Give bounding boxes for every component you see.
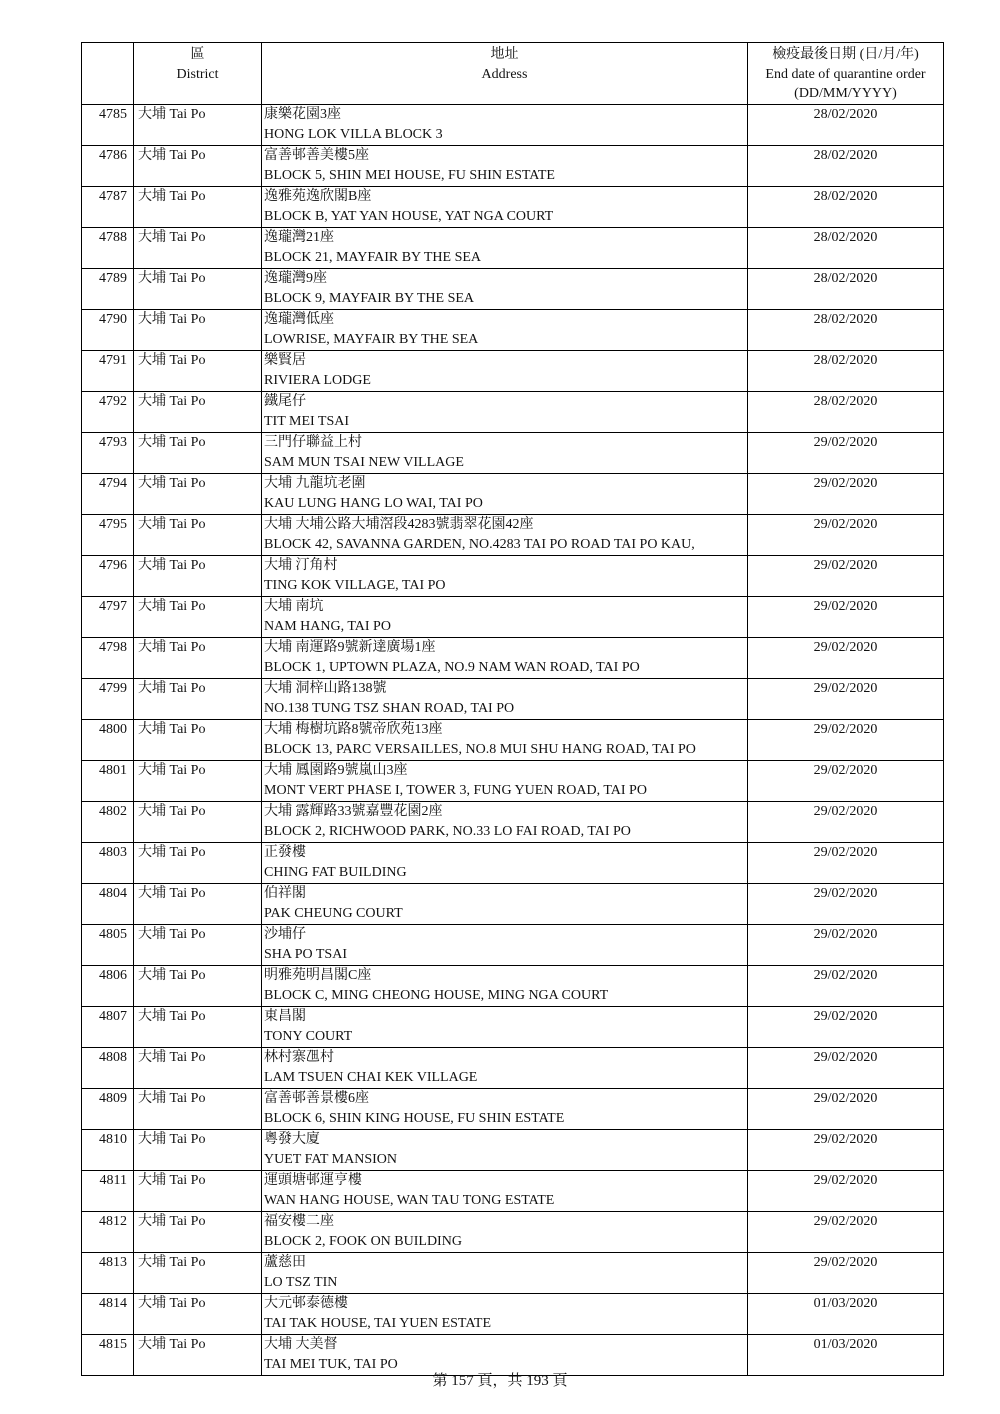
row-district: 大埔 Tai Po: [134, 1170, 262, 1211]
table-row: [82, 514, 944, 555]
page-number: 第 157 頁，共 193 頁: [432, 1373, 568, 1389]
row-number: 4794: [82, 473, 134, 514]
row-district: 大埔 Tai Po: [134, 186, 262, 227]
row-address: [262, 309, 748, 350]
table-row: [82, 473, 944, 514]
table-row: [82, 268, 944, 309]
table-row: [82, 637, 944, 678]
row-district: 大埔 Tai Po: [134, 268, 262, 309]
row-number: 4809: [82, 1088, 134, 1129]
row-address-en: PAK CHEUNG COURT: [264, 905, 403, 921]
row-address-zh: 大元邨泰德樓: [264, 1295, 348, 1311]
row-address: [262, 1088, 748, 1129]
row-address-en: CHING FAT BUILDING: [264, 864, 407, 880]
table-row: [82, 1252, 944, 1293]
table-row: [82, 1129, 944, 1170]
row-address: [262, 1129, 748, 1170]
row-address: [262, 104, 748, 145]
quarantine-address-table-container: [81, 42, 943, 1376]
header-row: [82, 43, 944, 105]
row-address-zh: 運頭塘邨運亨樓: [264, 1172, 362, 1188]
row-district: 大埔 Tai Po: [134, 1252, 262, 1293]
row-number: 4791: [82, 350, 134, 391]
table-row: [82, 227, 944, 268]
row-address: [262, 350, 748, 391]
row-address: [262, 924, 748, 965]
row-address-en: BLOCK B, YAT YAN HOUSE, YAT NGA COURT: [264, 208, 554, 224]
row-end-date: 29/02/2020: [748, 1129, 944, 1170]
header-end-date: [748, 43, 944, 105]
table-row: [82, 1170, 944, 1211]
row-address-en: NO.138 TUNG TSZ SHAN ROAD, TAI PO: [264, 700, 515, 716]
row-number: 4813: [82, 1252, 134, 1293]
row-end-date: 29/02/2020: [748, 1006, 944, 1047]
row-district: 大埔 Tai Po: [134, 1334, 262, 1375]
row-number: 4790: [82, 309, 134, 350]
row-address-zh: 富善邨善景樓6座: [264, 1090, 369, 1106]
row-district: 大埔 Tai Po: [134, 678, 262, 719]
row-address: [262, 1170, 748, 1211]
row-address: [262, 596, 748, 637]
row-address-zh: 林村寨乪村: [264, 1049, 334, 1065]
row-end-date: 29/02/2020: [748, 883, 944, 924]
row-address-en: HONG LOK VILLA BLOCK 3: [264, 126, 443, 142]
row-number: 4797: [82, 596, 134, 637]
row-address-zh: 東昌閣: [264, 1008, 306, 1024]
row-address-en: RIVIERA LODGE: [264, 372, 371, 388]
row-address-en: BLOCK 9, MAYFAIR BY THE SEA: [264, 290, 475, 306]
row-address-zh: 伯祥閣: [264, 885, 306, 901]
row-address: [262, 186, 748, 227]
row-address-zh: 逸瓏灣21座: [264, 229, 334, 245]
row-address-en: BLOCK 21, MAYFAIR BY THE SEA: [264, 249, 482, 265]
row-number: 4796: [82, 555, 134, 596]
row-address: [262, 1006, 748, 1047]
table-row: [82, 719, 944, 760]
row-number: 4808: [82, 1047, 134, 1088]
row-district: 大埔 Tai Po: [134, 391, 262, 432]
row-number: 4787: [82, 186, 134, 227]
row-number: 4801: [82, 760, 134, 801]
row-address-zh: 沙埔仔: [264, 926, 306, 942]
row-end-date: 28/02/2020: [748, 227, 944, 268]
table-row: [82, 965, 944, 1006]
row-number: 4800: [82, 719, 134, 760]
row-end-date: 29/02/2020: [748, 801, 944, 842]
row-address-en: SHA PO TSAI: [264, 946, 347, 962]
row-address: [262, 1211, 748, 1252]
row-address-en: LO TSZ TIN: [264, 1274, 338, 1290]
row-number: 4788: [82, 227, 134, 268]
row-end-date: 29/02/2020: [748, 473, 944, 514]
row-end-date: 28/02/2020: [748, 391, 944, 432]
row-end-date: 29/02/2020: [748, 1088, 944, 1129]
row-address-en: SAM MUN TSAI NEW VILLAGE: [264, 454, 464, 470]
table-row: [82, 555, 944, 596]
table-row: [82, 760, 944, 801]
row-end-date: 29/02/2020: [748, 1211, 944, 1252]
row-district: 大埔 Tai Po: [134, 965, 262, 1006]
row-address-zh: 三門仔聯益上村: [264, 434, 362, 450]
row-end-date: 29/02/2020: [748, 555, 944, 596]
header-number: [82, 43, 134, 105]
row-number: 4807: [82, 1006, 134, 1047]
row-end-date: 28/02/2020: [748, 350, 944, 391]
row-address: [262, 842, 748, 883]
row-address: [262, 391, 748, 432]
row-address-en: KAU LUNG HANG LO WAI, TAI PO: [264, 495, 483, 511]
row-address-zh: 粵發大廈: [264, 1131, 320, 1147]
table-row: [82, 432, 944, 473]
row-address-zh: 富善邨善美樓5座: [264, 147, 369, 163]
row-address-en: BLOCK 2, FOOK ON BUILDING: [264, 1233, 462, 1249]
header-address: [262, 43, 748, 105]
row-address: [262, 268, 748, 309]
table-row: [82, 842, 944, 883]
row-number: 4811: [82, 1170, 134, 1211]
row-district: 大埔 Tai Po: [134, 309, 262, 350]
row-address-zh: 大埔 九龍坑老圍: [264, 475, 366, 491]
row-address: [262, 1293, 748, 1334]
row-address-en: TING KOK VILLAGE, TAI PO: [264, 577, 446, 593]
table-header: [82, 43, 944, 105]
header-district-en: District: [176, 66, 219, 82]
row-end-date: 29/02/2020: [748, 678, 944, 719]
row-address-en: NAM HANG, TAI PO: [264, 618, 391, 634]
row-district: 大埔 Tai Po: [134, 1293, 262, 1334]
row-address-en: BLOCK C, MING CHEONG HOUSE, MING NGA COURT: [264, 987, 609, 1003]
row-district: 大埔 Tai Po: [134, 842, 262, 883]
row-end-date: 29/02/2020: [748, 1252, 944, 1293]
table-row: [82, 678, 944, 719]
header-address-zh: 地址: [490, 47, 519, 62]
row-address-en: TONY COURT: [264, 1028, 353, 1044]
table-row: [82, 104, 944, 145]
row-address: [262, 473, 748, 514]
row-end-date: 29/02/2020: [748, 596, 944, 637]
row-address-zh: 大埔 汀角村: [264, 557, 338, 573]
row-number: 4789: [82, 268, 134, 309]
row-district: 大埔 Tai Po: [134, 719, 262, 760]
row-district: 大埔 Tai Po: [134, 1129, 262, 1170]
row-address-zh: 逸雅苑逸欣閣B座: [264, 188, 372, 204]
row-end-date: 28/02/2020: [748, 104, 944, 145]
row-district: 大埔 Tai Po: [134, 227, 262, 268]
row-address-en: BLOCK 2, RICHWOOD PARK, NO.33 LO FAI ROAD, TAI PO: [264, 823, 631, 839]
row-district: 大埔 Tai Po: [134, 1047, 262, 1088]
row-number: 4812: [82, 1211, 134, 1252]
row-number: 4815: [82, 1334, 134, 1375]
row-address: [262, 678, 748, 719]
row-district: 大埔 Tai Po: [134, 924, 262, 965]
row-end-date: 29/02/2020: [748, 514, 944, 555]
row-address-en: BLOCK 42, SAVANNA GARDEN, NO.4283 TAI PO ROAD TAI PO KAU,: [264, 536, 695, 552]
table-row: [82, 801, 944, 842]
table-body: [82, 104, 944, 1375]
row-end-date: 29/02/2020: [748, 719, 944, 760]
row-district: 大埔 Tai Po: [134, 514, 262, 555]
row-address-en: WAN HANG HOUSE, WAN TAU TONG ESTATE: [264, 1192, 555, 1208]
row-address: [262, 965, 748, 1006]
row-number: 4799: [82, 678, 134, 719]
header-date-format: (DD/MM/YYYY): [794, 86, 897, 101]
header-district-zh: 區: [190, 47, 205, 62]
row-end-date: 29/02/2020: [748, 842, 944, 883]
row-address-en: YUET FAT MANSION: [264, 1151, 398, 1167]
row-number: 4786: [82, 145, 134, 186]
row-address-en: LAM TSUEN CHAI KEK VILLAGE: [264, 1069, 478, 1085]
header-date-zh: 檢疫最後日期 (日/月/年): [772, 47, 919, 62]
row-address: [262, 1047, 748, 1088]
row-district: 大埔 Tai Po: [134, 1211, 262, 1252]
row-address-en: MONT VERT PHASE I, TOWER 3, FUNG YUEN ROAD, TAI PO: [264, 782, 647, 798]
row-number: 4802: [82, 801, 134, 842]
row-number: 4793: [82, 432, 134, 473]
row-district: 大埔 Tai Po: [134, 350, 262, 391]
row-address-zh: 大埔 露輝路33號嘉豐花園2座: [264, 803, 443, 819]
table-row: [82, 145, 944, 186]
row-address-zh: 福安樓二座: [264, 1213, 334, 1229]
row-address-en: BLOCK 13, PARC VERSAILLES, NO.8 MUI SHU HANG ROAD, TAI PO: [264, 741, 696, 757]
row-district: 大埔 Tai Po: [134, 637, 262, 678]
row-district: 大埔 Tai Po: [134, 432, 262, 473]
row-number: 4795: [82, 514, 134, 555]
row-district: 大埔 Tai Po: [134, 883, 262, 924]
row-district: 大埔 Tai Po: [134, 760, 262, 801]
row-address-zh: 樂賢居: [264, 352, 306, 368]
row-address-zh: 逸瓏灣9座: [264, 270, 327, 286]
row-address-en: BLOCK 6, SHIN KING HOUSE, FU SHIN ESTATE: [264, 1110, 565, 1126]
row-address-zh: 正發樓: [264, 844, 306, 860]
row-district: 大埔 Tai Po: [134, 1006, 262, 1047]
row-address-en: TIT MEI TSAI: [264, 413, 350, 429]
row-district: 大埔 Tai Po: [134, 145, 262, 186]
row-address-zh: 大埔 大美督: [264, 1336, 338, 1352]
row-address: [262, 432, 748, 473]
row-address-en: BLOCK 5, SHIN MEI HOUSE, FU SHIN ESTATE: [264, 167, 555, 183]
row-end-date: 28/02/2020: [748, 268, 944, 309]
row-district: 大埔 Tai Po: [134, 801, 262, 842]
row-number: 4806: [82, 965, 134, 1006]
table-row: [82, 350, 944, 391]
table-row: [82, 391, 944, 432]
row-end-date: 01/03/2020: [748, 1334, 944, 1375]
row-end-date: 29/02/2020: [748, 760, 944, 801]
quarantine-address-table: [81, 42, 944, 1376]
table-row: [82, 924, 944, 965]
table-row: [82, 186, 944, 227]
table-row: [82, 309, 944, 350]
row-address: [262, 719, 748, 760]
table-row: [82, 1088, 944, 1129]
row-end-date: 29/02/2020: [748, 637, 944, 678]
row-address-zh: 逸瓏灣低座: [264, 311, 334, 327]
row-address-en: LOWRISE, MAYFAIR BY THE SEA: [264, 331, 479, 347]
table-row: [82, 1211, 944, 1252]
row-address-zh: 明雅苑明昌閣C座: [264, 967, 372, 983]
table-row: [82, 1047, 944, 1088]
row-address-zh: 大埔 梅樹坑路8號帝欣苑13座: [264, 721, 443, 737]
row-address-zh: 蘆慈田: [264, 1254, 306, 1270]
row-number: 4792: [82, 391, 134, 432]
table-row: [82, 883, 944, 924]
row-address-en: TAI MEI TUK, TAI PO: [264, 1356, 398, 1372]
row-number: 4810: [82, 1129, 134, 1170]
row-address: [262, 514, 748, 555]
row-number: 4804: [82, 883, 134, 924]
header-address-en: Address: [481, 66, 528, 82]
row-end-date: 28/02/2020: [748, 145, 944, 186]
row-address: [262, 227, 748, 268]
row-address: [262, 760, 748, 801]
row-end-date: 28/02/2020: [748, 186, 944, 227]
row-address: [262, 555, 748, 596]
row-end-date: 29/02/2020: [748, 965, 944, 1006]
row-end-date: 28/02/2020: [748, 309, 944, 350]
row-district: 大埔 Tai Po: [134, 596, 262, 637]
row-address-zh: 大埔 南坑: [264, 598, 324, 614]
row-number: 4798: [82, 637, 134, 678]
row-end-date: 29/02/2020: [748, 1047, 944, 1088]
row-district: 大埔 Tai Po: [134, 473, 262, 514]
row-address-zh: 大埔 大埔公路大埔滘段4283號翡翠花園42座: [264, 516, 534, 532]
table-row: [82, 1293, 944, 1334]
row-number: 4805: [82, 924, 134, 965]
row-address: [262, 145, 748, 186]
row-address-en: BLOCK 1, UPTOWN PLAZA, NO.9 NAM WAN ROAD, TAI PO: [264, 659, 640, 675]
header-district: [134, 43, 262, 105]
row-address-zh: 大埔 鳳園路9號嵐山3座: [264, 762, 408, 778]
row-end-date: 29/02/2020: [748, 432, 944, 473]
table-row: [82, 1006, 944, 1047]
header-date-en: End date of quarantine order: [765, 66, 926, 82]
row-address-zh: 康樂花園3座: [264, 106, 341, 122]
row-end-date: 29/02/2020: [748, 1170, 944, 1211]
row-end-date: 01/03/2020: [748, 1293, 944, 1334]
row-number: 4785: [82, 104, 134, 145]
row-number: 4803: [82, 842, 134, 883]
row-district: 大埔 Tai Po: [134, 1088, 262, 1129]
row-address: [262, 637, 748, 678]
row-address-en: TAI TAK HOUSE, TAI YUEN ESTATE: [264, 1315, 492, 1331]
row-end-date: 29/02/2020: [748, 924, 944, 965]
table-row: [82, 596, 944, 637]
row-district: 大埔 Tai Po: [134, 104, 262, 145]
row-address-zh: 大埔 南運路9號新達廣場1座: [264, 639, 436, 655]
row-address-zh: 大埔 洞梓山路138號: [264, 680, 387, 696]
row-address: [262, 801, 748, 842]
row-district: 大埔 Tai Po: [134, 555, 262, 596]
row-address: [262, 883, 748, 924]
row-number: 4814: [82, 1293, 134, 1334]
row-address: [262, 1252, 748, 1293]
row-address-zh: 鐵尾仔: [264, 393, 306, 409]
